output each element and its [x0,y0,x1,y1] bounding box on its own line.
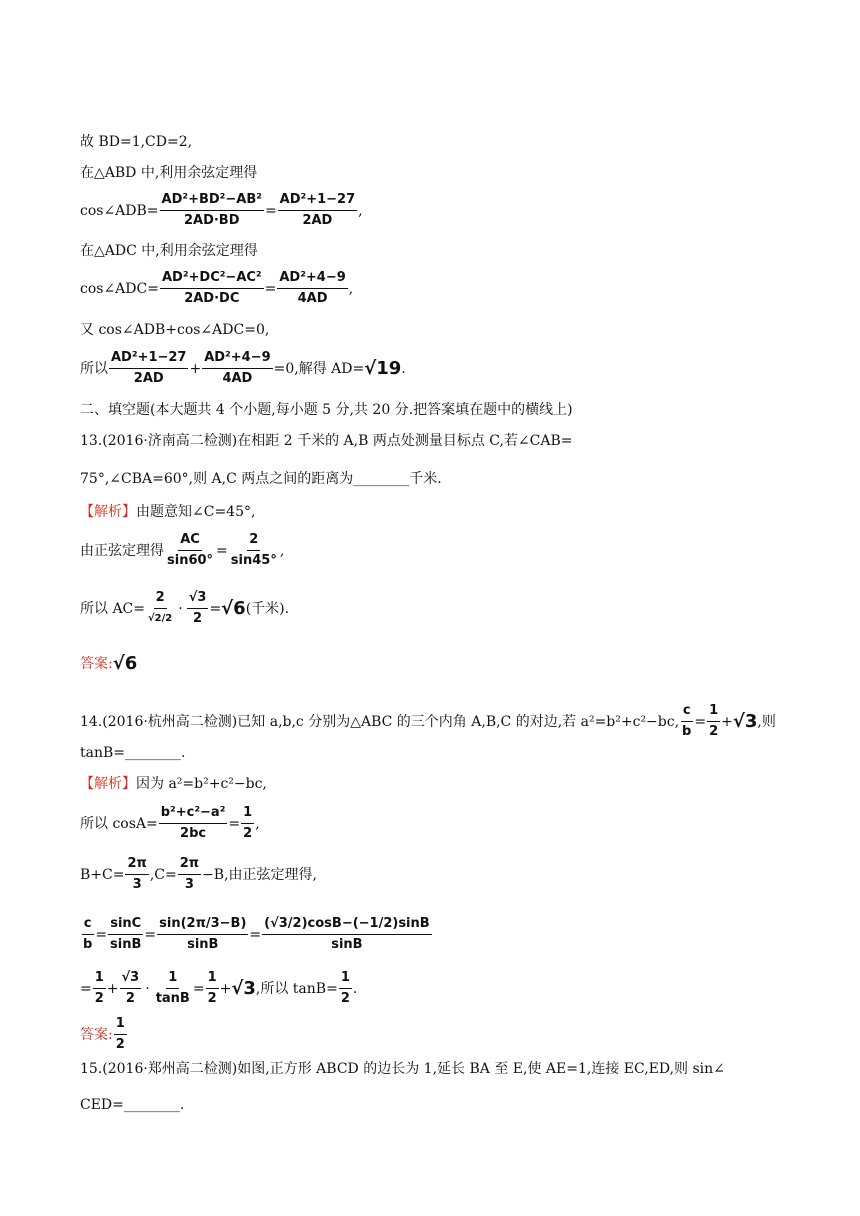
formula-text: 所以 cosA= [80,815,158,832]
fraction: $\frac{1}{2}$ [709,703,719,739]
formula-text: = [95,926,108,943]
formula-text: + [219,980,232,997]
formula-text: =0,解得 AD= [273,360,365,377]
fraction: $\frac{2}{√2/2}$ [148,590,173,624]
answer-line [80,655,137,673]
radical: √3 [231,977,256,999]
formula-text: = [264,202,277,219]
formula-text: −B,由正弦定理得, [202,866,317,883]
fraction: $\frac{\text{b²+c²−a²}}{2bc}$ [160,805,226,841]
formula-text: 因为 a²=b²+c²−bc, [136,776,267,792]
answer-radical: √19 [364,357,402,379]
formula-text: · [145,980,150,997]
formula-text: + [189,360,202,377]
answer-line [80,1016,128,1053]
answer-value: √6 [112,653,138,674]
text-line: 在△ADC 中,利用余弦定理得 [80,243,258,259]
question-15-line-1: 15.(2016·郑州高二检测)如图,正方形 ABCD 的边长为 1,延长 BA 至 E,使 AE=1,连接 EC,ED,则 sin∠ [80,1061,725,1077]
formula-text: , [348,280,354,297]
formula-text: , [255,815,260,832]
formula-text: = [249,926,262,943]
fraction: $\frac{√3}{2}$ [121,970,140,1006]
fraction: $\frac{\text{AD²+4−9}}{4AD}$ [204,350,271,386]
section-heading: 二、填空题(本大题共 4 个小题,每小题 5 分,共 20 分.把答案填在题中的横线上) [80,402,573,418]
formula-text: . [352,980,358,997]
fraction: $\frac{\text{AD²+DC²−AC²}}{2AD\cdot DC}$ [161,270,262,306]
text-line: 又 cos∠ADB+cos∠ADC=0, [80,322,270,338]
fraction: $\frac{1}{\tan B}$ [155,970,190,1006]
formula-text: (千米). [245,600,290,617]
fraction: $\frac{√3}{2}$ [188,590,207,626]
solution-line [80,503,255,521]
answer-label: 答案: [80,656,113,672]
fraction: $\frac{2}{\sin 45^\circ}$ [230,532,277,568]
question-14-line-2: tanB=________. [80,745,186,761]
formula-line [80,916,433,953]
fraction: $\frac{\text{AD²+1−27}}{2AD}$ [111,350,187,386]
formula-text: = [192,980,205,997]
formula-text: · [178,600,183,617]
formula-line [80,805,260,842]
formula-text: = [264,280,277,297]
formula-text: 所以 [80,360,108,377]
formula-text: ,C= [149,866,177,883]
fraction: $\frac{\text{AD²+4−9}}{4AD}$ [279,270,346,306]
analysis-tag: 【解析】 [80,776,136,792]
formula-text: + [106,980,119,997]
formula-text: cos∠ADB= [80,202,159,219]
fraction: $\frac{\text{AD²+1−27}}{2AD}$ [279,192,356,228]
formula-line [80,590,289,627]
text-line: 故 BD=1,CD=2, [80,134,193,150]
formula-line [80,970,357,1007]
formula-text: 由题意知∠C=45°, [136,504,256,520]
question-13-line-2: 75°,∠CBA=60°,则 A,C 两点之间的距离为________千米. [80,471,442,487]
formula-text: = [694,713,707,730]
fraction: $\frac{AC}{\sin 60^\circ}$ [167,532,214,568]
formula-text: + [721,713,733,730]
formula-text: 由正弦定理得 [80,542,164,559]
fraction: $\frac{2\pi}{3}$ [127,856,147,892]
fraction: $\frac{c}{b}$ [83,916,93,952]
fraction: $\frac{\text{AD²+BD²−AB²}}{2AD\cdot BD}$ [161,192,262,228]
formula-text: 14.(2016·杭州高二检测)已知 a,b,c 分别为△ABC 的三个内角 A,B,C 的对边,若 a²=b²+c²−bc, [80,713,680,730]
formula-line [80,270,353,307]
solution-line [80,775,267,793]
fraction: $\frac{1}{2}$ [243,805,253,841]
formula-text: = [228,815,241,832]
question-15-line-2: CED=________. [80,1097,185,1113]
formula-text: B+C= [80,866,125,883]
formula-line [80,532,284,569]
formula-text: = [80,980,92,997]
radical: √3 [732,710,758,732]
fraction: $\frac{(√3/2)\cos B-(-1/2)\sin B}{\sin B}$ [264,916,430,952]
question-13-line-1: 13.(2016·济南高二检测)在相距 2 千米的 A,B 两点处测量目标点 C,若∠CAB= [80,433,573,449]
formula-line [80,856,317,893]
formula-text: = [209,600,222,617]
formula-text: cos∠ADC= [80,280,159,297]
answer-label: 答案: [80,1026,113,1043]
formula-text: ,所以 tanB= [255,980,338,997]
formula-text: , [358,202,363,219]
text-line: 在△ABD 中,利用余弦定理得 [80,165,258,181]
fraction: $\frac{c}{b}$ [682,703,692,739]
fraction: $\frac{1}{2}$ [94,970,104,1006]
formula-line [80,192,363,229]
fraction: $\frac{\sin C}{\sin B}$ [110,916,142,952]
question-14-line-1 [80,703,776,740]
fraction: $\frac{\sin(2\pi/3-B)}{\sin B}$ [159,916,247,952]
answer-radical: √6 [221,597,246,619]
formula-text: 所以 AC= [80,600,146,617]
answer-fraction: $\frac{1}{2}$ [115,1016,125,1052]
analysis-tag: 【解析】 [80,504,136,520]
fraction: $\frac{1}{2}$ [340,970,350,1006]
formula-text: = [216,542,228,559]
formula-line [80,350,406,387]
formula-text: = [144,926,157,943]
formula-text: . [401,360,406,377]
fraction: $\frac{1}{2}$ [207,970,217,1006]
fraction: $\frac{2\pi}{3}$ [179,856,200,892]
formula-text: , [279,542,285,559]
formula-text: ,则 [757,713,776,730]
